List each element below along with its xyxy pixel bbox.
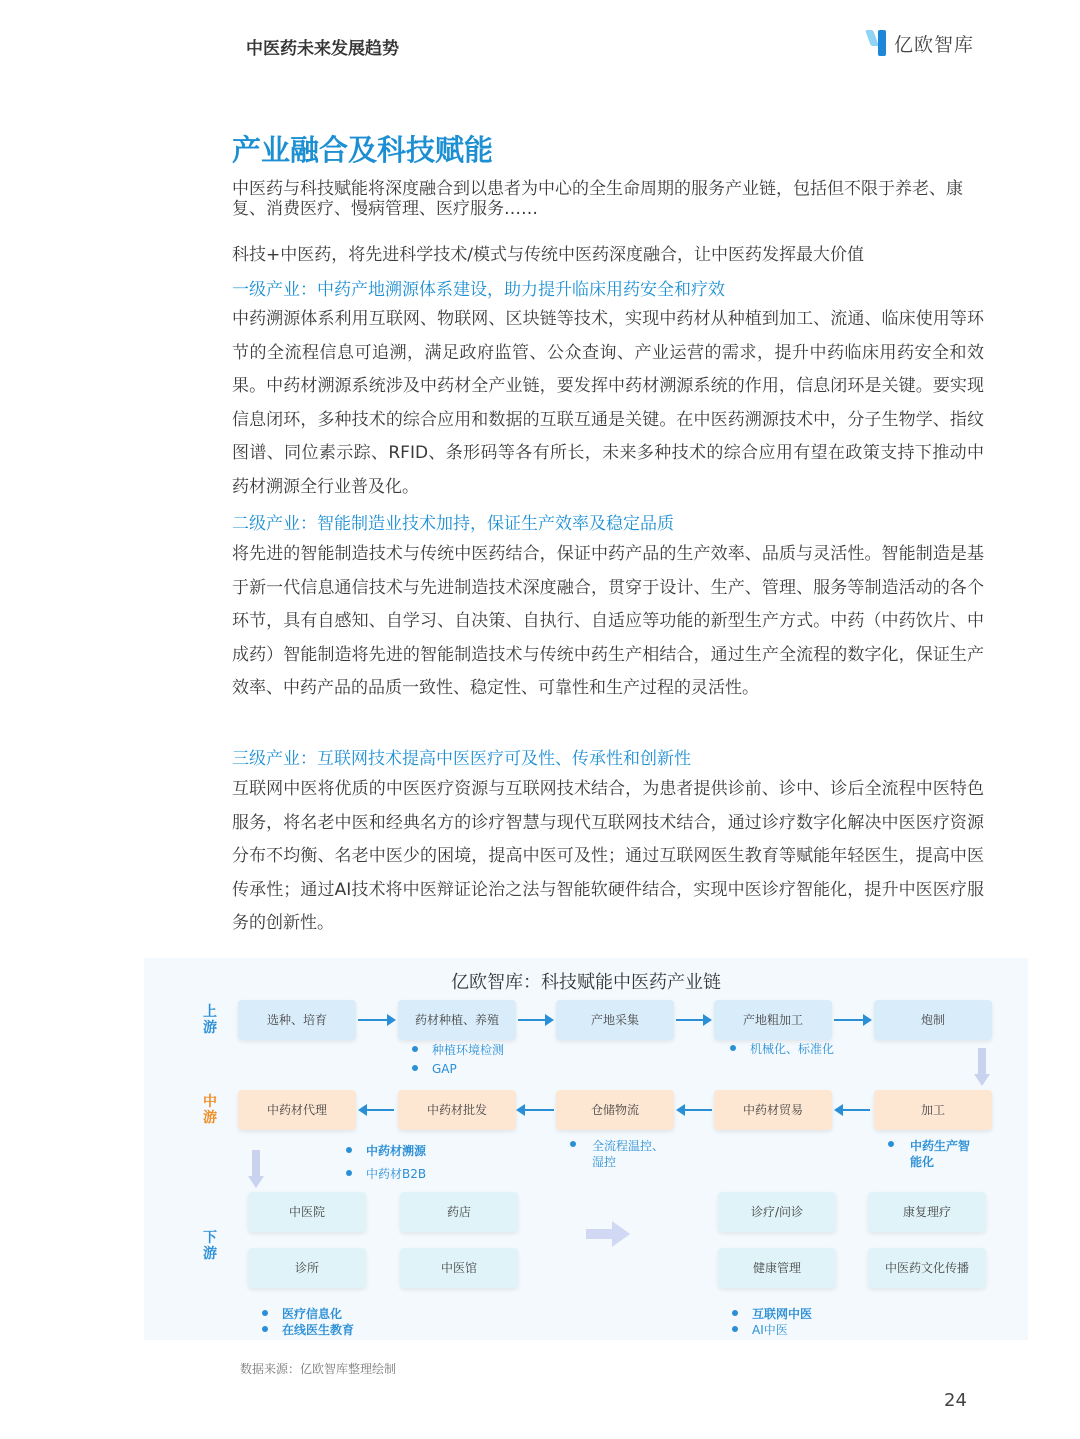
flow-arrow-left (360, 1109, 394, 1111)
node-upstream: 产地采集 (556, 1000, 674, 1040)
node-midstream: 中药材贸易 (714, 1090, 832, 1130)
level-1-paragraph: 中药溯源体系利用互联网、物联网、区块链等技术，实现中药材从种植到加工、流通、临床使用等环节的全流程信息可追溯，满足政府监管、公众查询、产业运营的需求，提升中药临床用药安全和效果。中药材溯源系统涉及中药材全产业链，要发挥中药材溯源系统的作用，信息闭环是关键。要实现信息闭环，多种技术的综合应用和数据的互联互通是关键。在中医药溯源技术中，分子生物学、指纹图谱、同位素示踪、RFID、条形码等各有所长，未来多种技术的综合应用有望在政策支持下推动中药材溯源全行业普及化。 (232, 309, 984, 497)
flow-arrow-right (518, 1019, 552, 1021)
note-bullet: 互联网中医 (732, 1306, 812, 1322)
flow-arrow-left (836, 1109, 870, 1111)
level-2-heading: 二级产业：智能制造业技术加持，保证生产效率及稳定品质 (232, 514, 674, 534)
node-downstream: 诊疗/问诊 (718, 1192, 836, 1232)
intro-paragraph: 中医药与科技赋能将深度融合到以患者为中心的全生命周期的服务产业链，包括但不限于养老、康复、消费医疗、慢病管理、医疗服务…… (232, 179, 963, 219)
flow-arrow-left (678, 1109, 712, 1111)
data-source-note: 数据来源：亿欧智库整理绘制 (240, 1362, 397, 1376)
node-downstream: 药店 (400, 1192, 518, 1232)
node-downstream: 康复理疗 (868, 1192, 986, 1232)
node-midstream: 加工 (874, 1090, 992, 1130)
node-midstream: 仓储物流 (556, 1090, 674, 1130)
logo-icon (866, 28, 892, 58)
flow-arrow-right (676, 1019, 710, 1021)
level-2-paragraph: 将先进的智能制造技术与传统中医药结合，保证中药产品的生产效率、品质与灵活性。智能制造是基于新一代信息通信技术与先进制造技术深度融合，贯穿于设计、生产、管理、服务等制造活动的各个环节，具有自感知、自学习、自决策、自执行、自适应等功能的新型生产方式。中药（中药饮片、中成药）智能制造将先进的智能制造技术与传统中药生产相结合，通过生产全流程的数字化，保证生产效率、中药产品的品质一致性、稳定性、可靠性和生产过程的灵活性。 (232, 544, 984, 698)
logo (866, 28, 974, 58)
tech-summary-line: 科技+中医药，将先进科学技术/模式与传统中医药深度融合，让中医药发挥最大价值 (232, 245, 864, 265)
node-upstream: 炮制 (874, 1000, 992, 1040)
node-upstream: 产地粗加工 (714, 1000, 832, 1040)
note-bullet: 在线医生教育 (262, 1322, 354, 1338)
section-title: 产业融合及科技赋能 (232, 133, 494, 167)
node-midstream: 中药材批发 (398, 1090, 516, 1130)
node-upstream: 药材种植、养殖 (398, 1000, 516, 1040)
node-upstream: 选种、培育 (238, 1000, 356, 1040)
industry-chain-diagram (144, 958, 1028, 1340)
flow-arrow-right (358, 1019, 394, 1021)
right-arrow-icon (586, 1221, 632, 1247)
level-3-heading: 三级产业：互联网技术提高中医医疗可及性、传承性和创新性 (232, 749, 691, 769)
note-bullet: 中药材溯源 (346, 1143, 426, 1159)
node-downstream: 中医药文化传播 (868, 1248, 986, 1288)
down-arrow-icon (974, 1048, 990, 1088)
note-bullet: AI中医 (732, 1322, 788, 1338)
diagram-title: 亿欧智库：科技赋能中医药产业链 (451, 972, 721, 993)
note-bullet: 中药生产智能化 (888, 1138, 978, 1170)
node-downstream: 健康管理 (718, 1248, 836, 1288)
note-bullet: GAP (412, 1061, 457, 1077)
stage-downstream-label: 下游 (203, 1230, 217, 1262)
flow-arrow-right (834, 1019, 870, 1021)
level-1-heading: 一级产业：中药产地溯源体系建设，助力提升临床用药安全和疗效 (232, 280, 725, 300)
document-header-title: 中医药未来发展趋势 (246, 39, 399, 59)
stage-midstream-label: 中游 (203, 1094, 217, 1126)
node-downstream: 中医院 (248, 1192, 366, 1232)
stage-upstream-label: 上游 (203, 1004, 217, 1036)
note-bullet: 种植环境检测 (412, 1042, 504, 1058)
down-arrow-icon (248, 1150, 264, 1190)
node-downstream: 中医馆 (400, 1248, 518, 1288)
node-midstream: 中药材代理 (238, 1090, 356, 1130)
note-bullet: 中药材B2B (346, 1166, 426, 1182)
logo-text: 亿欧智库 (894, 33, 975, 56)
level-3-paragraph: 互联网中医将优质的中医医疗资源与互联网技术结合，为患者提供诊前、诊中、诊后全流程中医特色服务，将名老中医和经典名方的诊疗智慧与现代互联网技术结合，通过诊疗数字化解决中医医疗资源分布不均衡、名老中医少的困境，提高中医可及性；通过互联网医生教育等赋能年轻医生，提高中医传承性；通过AI技术将中医辩证论治之法与智能软硬件结合，实现中医诊疗智能化，提升中医医疗服务的创新性。 (232, 779, 984, 933)
page-number: 24 (944, 1390, 967, 1411)
note-bullet: 全流程温控、湿控 (570, 1138, 670, 1170)
note-bullet: 机械化、标准化 (730, 1041, 834, 1057)
flow-arrow-left (518, 1109, 554, 1111)
node-downstream: 诊所 (248, 1248, 366, 1288)
note-bullet: 医疗信息化 (262, 1306, 342, 1322)
